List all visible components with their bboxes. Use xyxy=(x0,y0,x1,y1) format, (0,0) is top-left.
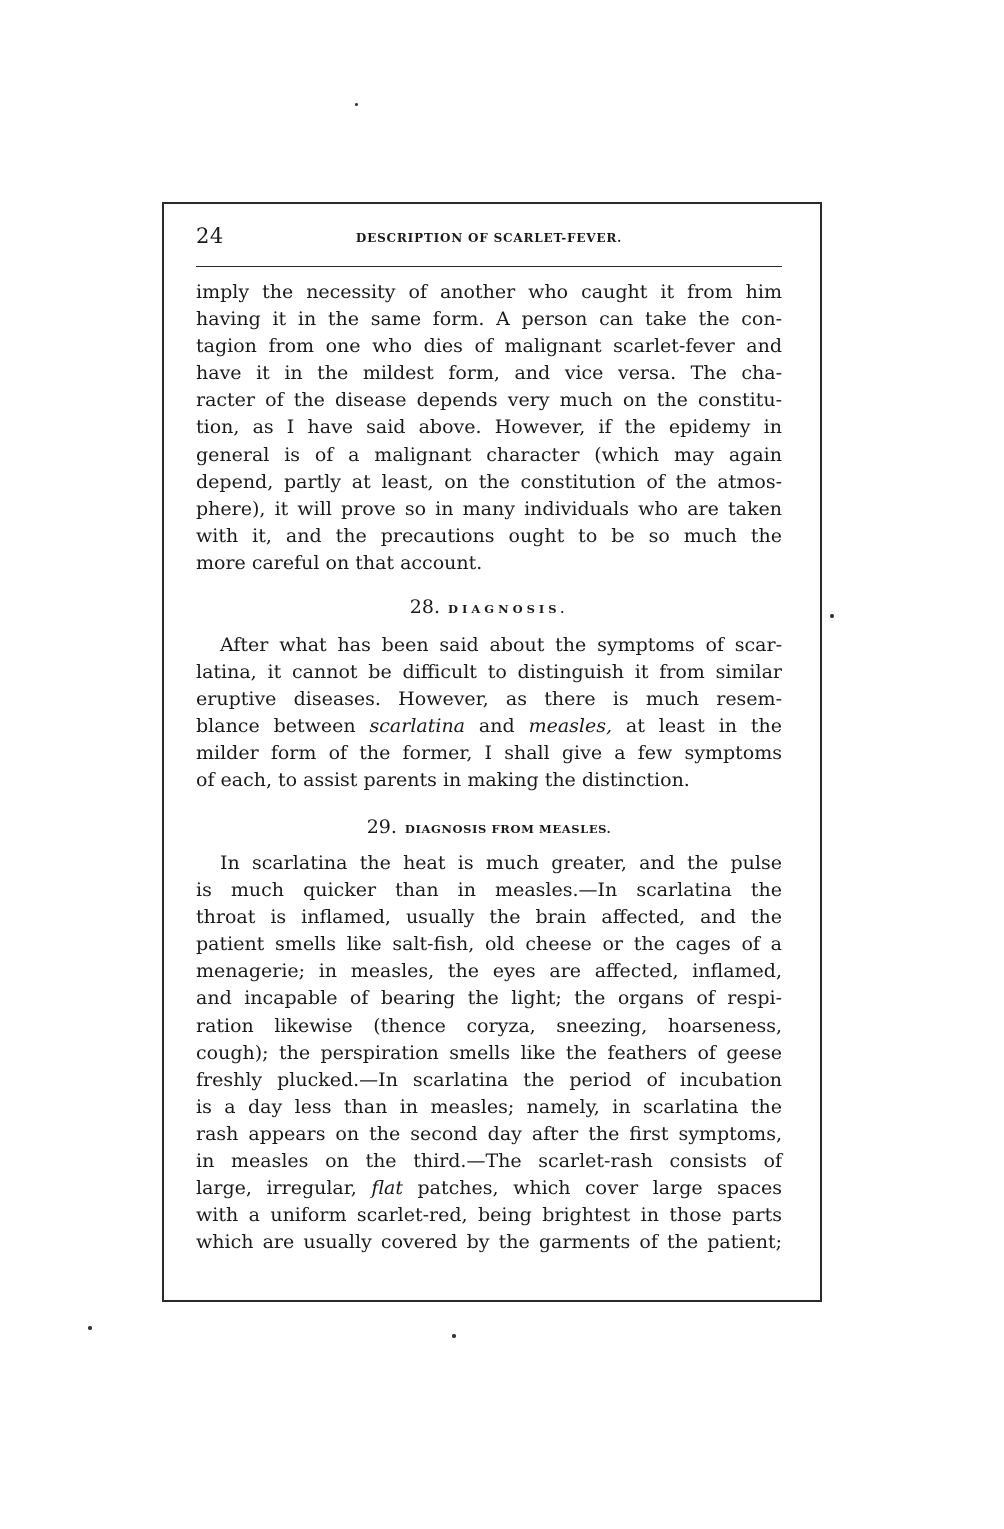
paragraph-continuation xyxy=(196,279,782,577)
text-line: freshly plucked.—In scarlatina the period of incubation xyxy=(196,1068,782,1091)
text-line: have it in the mildest form, and vice versa. The cha- xyxy=(196,362,782,385)
text-line: After what has been said about the symptoms of scar- xyxy=(220,634,782,656)
text-span: patches, which cover large spaces xyxy=(417,1177,783,1200)
section-heading-28 xyxy=(196,596,782,618)
text-line: imply the necessity of another who caught it from him xyxy=(196,281,782,303)
text-line: which are usually covered by the garments of the patient; xyxy=(196,1231,782,1254)
text-line: menagerie; in measles, the eyes are affected, inflamed, xyxy=(196,960,782,983)
running-head xyxy=(196,222,782,256)
text-line: of each, to assist parents in making the distinction. xyxy=(196,769,690,792)
italic-term: scarlatina xyxy=(369,715,466,738)
text-line: tagion from one who dies of malignant scarlet-fever and xyxy=(196,335,782,358)
header-rule xyxy=(196,266,782,267)
text-line: cough); the perspiration smells like the feathers of geese xyxy=(196,1041,782,1064)
text-line: with it, and the precautions ought to be so much the xyxy=(196,524,782,547)
scan-speck xyxy=(452,1334,456,1338)
text-span: and xyxy=(478,715,515,738)
page-number: 24 xyxy=(196,224,224,248)
text-line: general is of a malignant character (which may again xyxy=(196,443,782,466)
section-number: 29. xyxy=(366,816,397,838)
text-line: depend, partly at least, on the constitution of the atmos- xyxy=(196,470,782,493)
text-line: milder form of the former, I shall give a few symptoms xyxy=(196,742,782,765)
text-span: blance between xyxy=(196,715,356,738)
section-title: DIAGNOSIS. xyxy=(448,602,569,616)
italic-term: measles, xyxy=(528,715,613,738)
text-line: is much quicker than in measles.—In scarlatina the xyxy=(196,879,782,902)
italic-term: flat xyxy=(371,1177,403,1200)
text-line: ration likewise (thence coryza, sneezing, hoarseness, xyxy=(196,1014,782,1037)
section-title: DIAGNOSIS FROM MEASLES. xyxy=(404,822,612,836)
text-line: rash appears on the second day after the first symptoms, xyxy=(196,1122,782,1145)
text-line: having it in the same form. A person can take the con- xyxy=(196,308,782,331)
paragraph-measles xyxy=(196,850,782,1256)
text-line-mixed xyxy=(196,1175,782,1202)
text-line: eruptive diseases. However, as there is much resem- xyxy=(196,688,782,711)
text-line: in measles on the third.—The scarlet-rash consists of xyxy=(196,1150,782,1173)
text-span: large, irregular, xyxy=(196,1177,357,1200)
text-line: latina, it cannot be difficult to distinguish it from similar xyxy=(196,661,782,684)
text-line: racter of the disease depends very much on the constitu- xyxy=(196,389,782,412)
text-line: is a day less than in measles; namely, in scarlatina the xyxy=(196,1095,782,1118)
paragraph-diagnosis xyxy=(196,632,782,795)
scan-speck xyxy=(88,1326,92,1330)
text-span: at least in the xyxy=(625,715,783,738)
text-line: phere), it will prove so in many individuals who are taken xyxy=(196,497,782,520)
text-line: more careful on that account. xyxy=(196,551,483,574)
scan-speck xyxy=(355,103,358,106)
section-number: 28. xyxy=(409,596,440,618)
text-line: patient smells like salt-fish, old cheese or the cages of a xyxy=(196,933,782,956)
scan-speck xyxy=(830,614,834,618)
section-heading-29 xyxy=(196,816,782,838)
text-line: tion, as I have said above. However, if the epidemy in xyxy=(196,416,782,439)
text-line: In scarlatina the heat is much greater, and the pulse xyxy=(220,852,782,874)
text-line: with a uniform scarlet-red, being brightest in those parts xyxy=(196,1204,782,1227)
running-title: DESCRIPTION OF SCARLET-FEVER. xyxy=(355,231,623,245)
text-line-mixed xyxy=(196,713,782,740)
text-line: throat is inflamed, usually the brain affected, and the xyxy=(196,906,782,929)
text-line: and incapable of bearing the light; the organs of respi- xyxy=(196,987,782,1010)
